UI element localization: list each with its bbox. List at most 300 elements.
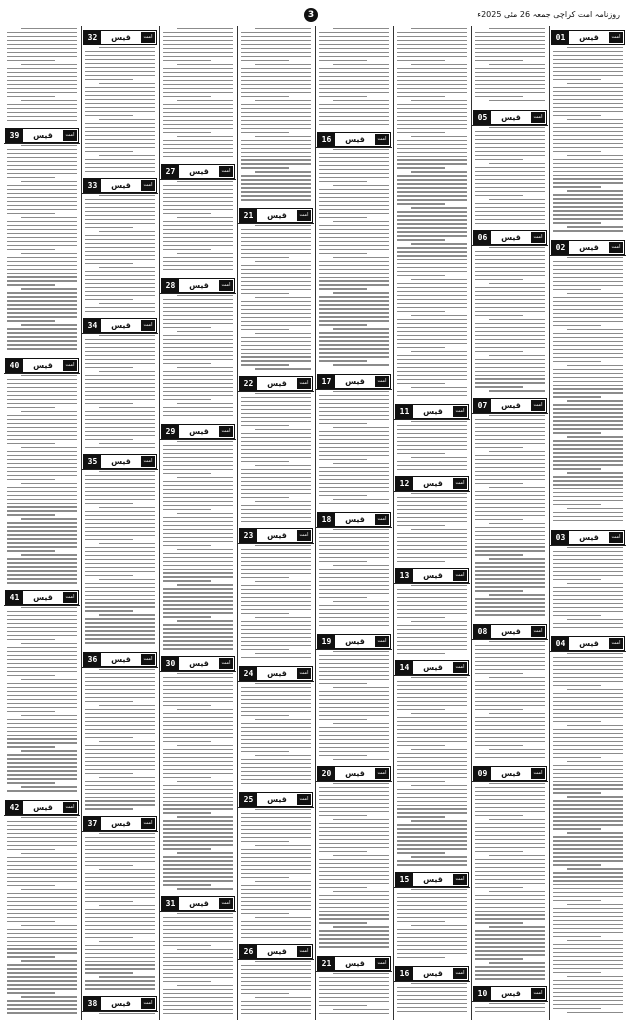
text-line [163, 812, 211, 813]
text-line [241, 457, 311, 458]
text-line [7, 225, 77, 226]
text-line [319, 807, 389, 808]
ad-text-block [553, 257, 623, 527]
text-line [475, 131, 545, 132]
ad-slug-word: قیس [267, 669, 287, 678]
text-line [7, 116, 77, 117]
text-line [177, 100, 233, 101]
text-line [163, 565, 233, 566]
text-line [553, 131, 623, 132]
text-line [85, 575, 133, 576]
text-line [475, 255, 545, 256]
text-line [319, 475, 389, 476]
text-line [319, 495, 367, 496]
text-line [397, 597, 467, 598]
column-rule [237, 26, 238, 1020]
ad-number: 22 [240, 377, 257, 390]
text-line [397, 717, 467, 718]
ad-slug [395, 404, 469, 419]
section-divider [316, 527, 392, 528]
text-line [319, 269, 389, 270]
text-line [411, 28, 467, 29]
text-line [85, 287, 155, 288]
text-line [553, 345, 623, 346]
text-line [85, 841, 155, 842]
text-line [553, 412, 623, 413]
ad-slug-word: قیس [111, 819, 131, 828]
text-line [397, 999, 467, 1000]
text-line [553, 836, 623, 837]
text-line [397, 391, 467, 392]
text-line [241, 869, 311, 870]
text-line [163, 445, 233, 446]
ad-slug [83, 318, 157, 333]
text-line [7, 526, 77, 527]
text-line [319, 157, 389, 158]
text-line [397, 816, 445, 817]
text-line [319, 491, 389, 492]
text-line [567, 547, 623, 548]
text-line [553, 277, 623, 278]
text-line [163, 993, 233, 994]
text-line [397, 537, 467, 538]
text-line [85, 235, 155, 236]
text-line [163, 201, 233, 202]
text-line [7, 582, 77, 583]
text-line [397, 287, 467, 288]
section-divider [4, 373, 80, 374]
ad-number: 05 [474, 111, 491, 124]
ad-slug [161, 896, 235, 911]
text-line [163, 681, 233, 682]
text-line [99, 119, 155, 120]
section-divider [550, 545, 626, 546]
text-line [7, 1008, 77, 1009]
text-line [319, 938, 389, 939]
text-line [177, 253, 233, 254]
text-line [85, 135, 155, 136]
text-line [7, 655, 77, 656]
text-line [7, 861, 77, 862]
text-line [333, 391, 389, 392]
text-line [567, 400, 623, 401]
text-line [255, 961, 311, 962]
text-line [319, 360, 367, 361]
ad-slug-word: قیس [423, 969, 443, 978]
ad-slug [473, 398, 547, 413]
text-line [7, 546, 77, 547]
text-line [397, 88, 467, 89]
text-line [475, 171, 545, 172]
text-line [319, 903, 389, 904]
text-line [85, 263, 133, 264]
text-line [7, 241, 77, 242]
text-line [333, 149, 389, 150]
text-line [85, 423, 155, 424]
text-line [319, 545, 389, 546]
text-line [7, 399, 77, 400]
text-line [333, 185, 389, 186]
ad-number: 38 [84, 997, 101, 1010]
text-line [319, 84, 389, 85]
text-line [553, 91, 623, 92]
text-line [475, 471, 545, 472]
text-line [241, 513, 311, 514]
text-line [163, 588, 233, 589]
text-line [397, 801, 467, 802]
text-line [7, 770, 77, 771]
text-line [553, 456, 623, 457]
text-line [7, 296, 77, 297]
text-line [241, 771, 311, 772]
text-line [7, 917, 77, 918]
newspaper-logo-icon: امت [375, 376, 389, 387]
text-line [475, 463, 545, 464]
text-line [177, 367, 233, 368]
text-line [241, 124, 311, 125]
text-line [553, 123, 623, 124]
text-line [553, 665, 623, 666]
text-line [553, 777, 623, 778]
text-line [333, 651, 389, 652]
text-line [475, 914, 545, 915]
ad-slug [317, 766, 391, 781]
text-line [397, 609, 467, 610]
text-line [319, 205, 389, 206]
text-line [475, 511, 545, 512]
text-line [553, 705, 623, 706]
text-line [85, 968, 155, 969]
text-line [475, 709, 523, 710]
ad-text-block [163, 441, 233, 653]
text-line [7, 443, 55, 444]
text-line [397, 223, 467, 224]
text-line [475, 183, 545, 184]
text-line [7, 790, 77, 791]
text-line [7, 471, 77, 472]
text-line [163, 36, 233, 37]
text-line [567, 689, 623, 690]
text-line [7, 921, 55, 922]
text-line [7, 221, 77, 222]
text-line [85, 383, 155, 384]
text-line [333, 100, 389, 101]
text-line [553, 432, 601, 433]
text-line [163, 355, 233, 356]
text-line [255, 368, 311, 369]
ad-number: 31 [162, 897, 179, 910]
text-line [163, 363, 211, 364]
section-divider [160, 179, 236, 180]
text-line [241, 993, 289, 994]
text-line [319, 895, 389, 896]
text-line [319, 871, 389, 872]
text-line [7, 407, 55, 408]
text-line [85, 749, 155, 750]
text-line [85, 71, 155, 72]
text-line [7, 435, 77, 436]
text-line [7, 948, 77, 949]
text-line [475, 84, 545, 85]
text-line [553, 567, 623, 568]
text-line [7, 320, 55, 321]
text-line [163, 72, 233, 73]
text-line [397, 203, 445, 204]
ad-number: 21 [240, 209, 257, 222]
newspaper-logo-icon: امت [453, 662, 467, 673]
ad-slug-word: قیس [345, 637, 365, 646]
text-line [553, 916, 623, 917]
ad-text-block [7, 145, 77, 355]
text-line [319, 439, 389, 440]
text-line [7, 905, 77, 906]
text-line [241, 977, 311, 978]
text-line [553, 186, 601, 187]
text-line [475, 839, 545, 840]
newspaper-logo-icon: امت [63, 130, 77, 141]
text-line [85, 889, 155, 890]
ad-slug [161, 164, 235, 179]
text-line [553, 555, 623, 556]
page-number: 3 [304, 8, 318, 22]
newspaper-logo-icon: امت [375, 134, 389, 145]
text-line [553, 693, 623, 694]
text-line [7, 120, 77, 121]
text-line [553, 321, 623, 322]
text-line [567, 47, 623, 48]
newspaper-logo-icon: امت [297, 530, 311, 541]
text-line [241, 933, 311, 934]
text-line [85, 299, 133, 300]
text-line [319, 395, 389, 396]
text-line [489, 558, 545, 559]
text-line [475, 827, 545, 828]
text-line [163, 820, 233, 821]
text-line [319, 679, 389, 680]
text-line [475, 60, 523, 61]
text-line [475, 614, 545, 615]
newspaper-logo-icon: امت [375, 636, 389, 647]
text-line [163, 257, 233, 258]
ad-slug [317, 512, 391, 527]
text-line [475, 147, 545, 148]
section-divider [316, 147, 392, 148]
text-line [7, 40, 77, 41]
text-line [7, 754, 77, 755]
ad-text-block [7, 28, 77, 125]
text-line [7, 558, 77, 559]
ad-number: 19 [318, 635, 335, 648]
text-line [163, 60, 211, 61]
text-line [319, 791, 389, 792]
text-line [241, 179, 311, 180]
text-line [163, 395, 233, 396]
text-line [553, 677, 623, 678]
ad-slug-word: قیس [345, 377, 365, 386]
text-line [7, 431, 77, 432]
text-line [241, 857, 311, 858]
text-line [475, 295, 545, 296]
text-line [489, 523, 545, 524]
text-line [319, 537, 389, 538]
text-line [85, 219, 155, 220]
text-line [397, 641, 467, 642]
ad-slug-word: قیس [33, 361, 53, 370]
text-line [163, 701, 233, 702]
text-line [85, 283, 155, 284]
text-line [85, 765, 155, 766]
text-line [397, 367, 467, 368]
text-line [163, 997, 233, 998]
section-divider [394, 419, 470, 420]
text-line [397, 995, 467, 996]
text-line [163, 391, 233, 392]
text-line [553, 563, 623, 564]
text-line [163, 493, 233, 494]
text-line [85, 897, 155, 898]
text-line [241, 965, 311, 966]
text-line [241, 337, 311, 338]
text-line [7, 675, 55, 676]
text-line [163, 529, 233, 530]
text-line [85, 901, 133, 902]
text-line [319, 60, 367, 61]
text-line [241, 637, 311, 638]
section-divider [472, 413, 548, 414]
text-line [333, 723, 389, 724]
text-line [163, 509, 211, 510]
ad-text-block [7, 607, 77, 797]
text-line [553, 67, 623, 68]
text-line [241, 305, 311, 306]
text-line [319, 553, 389, 554]
text-line [333, 292, 389, 293]
text-line [397, 553, 467, 554]
text-line [475, 88, 545, 89]
text-line [241, 763, 311, 764]
text-line [319, 655, 389, 656]
text-line [397, 812, 467, 813]
text-line [553, 928, 623, 929]
text-line [177, 64, 233, 65]
text-line [553, 944, 623, 945]
text-line [85, 251, 155, 252]
text-line [567, 365, 623, 366]
text-line [567, 976, 623, 977]
text-line [7, 1000, 77, 1001]
text-line [163, 221, 233, 222]
text-line [553, 1004, 623, 1005]
text-line [397, 339, 467, 340]
text-line [85, 439, 133, 440]
text-line [163, 48, 233, 49]
text-line [163, 76, 233, 77]
text-line [85, 673, 155, 674]
text-line [241, 60, 289, 61]
text-line [21, 375, 77, 376]
text-line [475, 291, 545, 292]
text-line [163, 323, 233, 324]
text-line [553, 820, 623, 821]
text-line [475, 586, 545, 587]
text-line [7, 197, 77, 198]
text-line [411, 749, 467, 750]
text-line [397, 355, 467, 356]
text-line [7, 893, 77, 894]
text-line [397, 497, 467, 498]
text-line [397, 163, 467, 164]
ad-slug-word: قیس [33, 593, 53, 602]
text-line [163, 600, 233, 601]
text-line [241, 853, 311, 854]
text-line [85, 167, 155, 168]
ad-number: 07 [474, 399, 491, 412]
ad-text-block [241, 961, 311, 1018]
text-line [85, 689, 155, 690]
text-line [475, 419, 545, 420]
text-line [99, 976, 155, 977]
text-line [163, 545, 211, 546]
text-line [7, 487, 77, 488]
text-line [553, 361, 601, 362]
text-line [411, 677, 467, 678]
text-line [397, 789, 467, 790]
text-line [163, 717, 233, 718]
text-line [7, 881, 77, 882]
text-line [319, 719, 367, 720]
section-divider [472, 245, 548, 246]
text-line [85, 913, 155, 914]
text-line [319, 165, 389, 166]
text-line [397, 347, 445, 348]
text-line [411, 351, 467, 352]
text-line [397, 1003, 467, 1004]
text-line [7, 941, 77, 942]
text-line [241, 285, 311, 286]
text-line [319, 52, 389, 53]
text-line [163, 640, 233, 641]
text-line [241, 413, 311, 414]
ad-number: 11 [396, 405, 413, 418]
ad-text-block [85, 1013, 155, 1018]
text-line [85, 925, 155, 926]
ad-slug-word: قیس [189, 167, 209, 176]
text-line [7, 837, 77, 838]
ad-text-block [241, 225, 311, 373]
text-line [163, 884, 211, 885]
text-line [85, 147, 155, 148]
ad-slug [83, 996, 157, 1011]
text-line [241, 985, 311, 986]
text-line [475, 907, 545, 908]
text-line [553, 75, 623, 76]
text-line [241, 405, 311, 406]
text-line [397, 239, 445, 240]
text-line [99, 407, 155, 408]
text-line [255, 171, 311, 172]
text-line [397, 335, 467, 336]
text-line [85, 243, 155, 244]
text-line [319, 573, 389, 574]
text-line [163, 981, 211, 982]
text-line [475, 167, 545, 168]
newspaper-logo-icon: امت [453, 570, 467, 581]
text-line [241, 277, 311, 278]
text-line [7, 711, 55, 712]
text-line [163, 152, 233, 153]
ad-number: 23 [240, 529, 257, 542]
text-line [99, 869, 155, 870]
